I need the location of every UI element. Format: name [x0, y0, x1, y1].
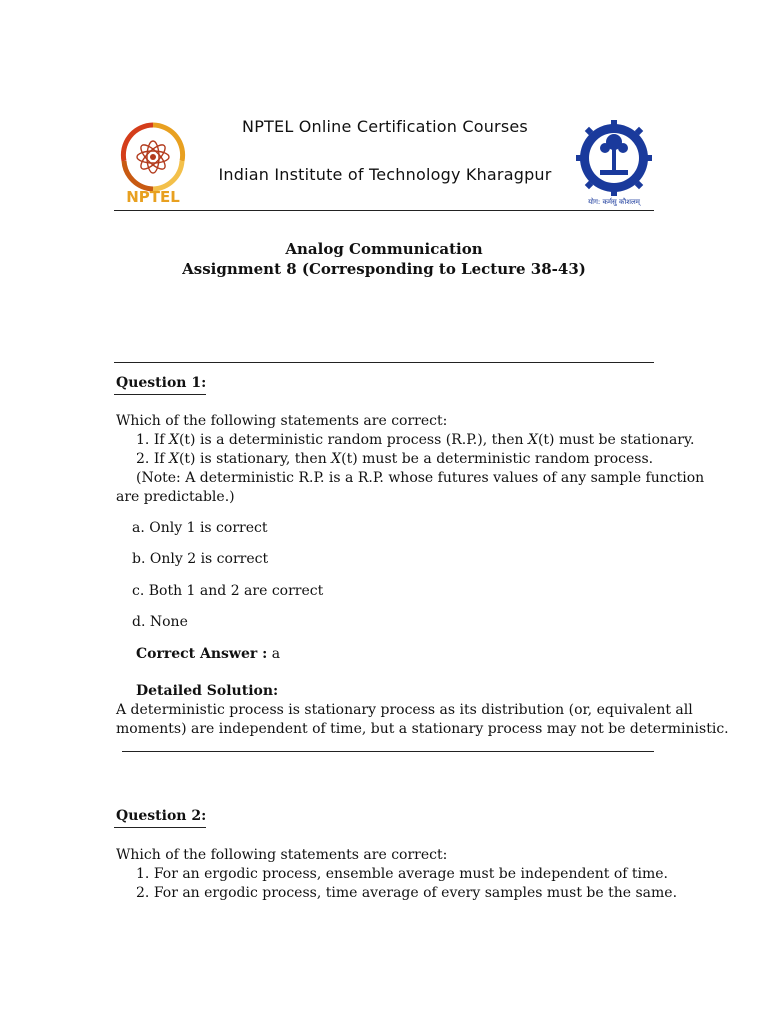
question-1-heading: Question 1:	[116, 375, 207, 391]
iit-kharagpur-logo	[574, 118, 654, 208]
correct-answer	[136, 645, 280, 664]
header-title: NPTEL Online Certification Courses	[242, 117, 528, 136]
option-d: d. None	[132, 614, 188, 630]
document-title	[114, 239, 654, 279]
svg-text:योग: कर्मसु कौशलम्: योग: कर्मसु कौशलम्	[588, 198, 640, 206]
question-1-statement-2: 2. If X(t) is stationary, then X(t) must be a deterministic random process.	[136, 451, 654, 467]
course-name: Analog Communication	[285, 240, 483, 258]
header-institute: Indian Institute of Technology Kharagpur	[218, 165, 552, 184]
question-1-note-continued: are predictable.)	[116, 489, 235, 505]
question-divider	[122, 751, 654, 752]
question-2-statement-1: 1. For an ergodic process, ensemble average must be independent of time.	[136, 866, 668, 882]
correct-answer-label: Correct Answer :	[136, 646, 268, 662]
assignment-title: Assignment 8 (Corresponding to Lecture 38-43)	[182, 260, 586, 278]
solution-text-continued: moments) are independent of time, but a stationary process may not be deterministic.	[116, 721, 729, 737]
solution-text: A deterministic process is stationary process as its distribution (or, equivalent all	[116, 702, 693, 718]
question-2-statement-2: 2. For an ergodic process, time average of every samples must be the same.	[136, 885, 678, 901]
question-2-underline	[114, 827, 206, 828]
section-divider	[114, 362, 654, 363]
header-divider	[114, 210, 654, 211]
question-2-prompt: Which of the following statements are correct:	[116, 847, 448, 863]
question-1-statement-1: 1. If X(t) is a deterministic random process (R.P.), then X(t) must be stationary.	[136, 432, 695, 448]
option-b: b. Only 2 is correct	[132, 551, 269, 567]
option-c: c. Both 1 and 2 are correct	[132, 583, 324, 599]
question-1-underline	[114, 394, 206, 395]
nptel-logo	[114, 113, 192, 205]
solution-label: Detailed Solution:	[136, 683, 279, 699]
question-1-prompt: Which of the following statements are correct:	[116, 413, 448, 429]
svg-text:NPTEL: NPTEL	[126, 188, 180, 205]
question-2-heading: Question 2:	[116, 808, 207, 824]
question-1-note: (Note: A deterministic R.P. is a R.P. whose futures values of any sample function	[136, 470, 705, 486]
option-a: a. Only 1 is correct	[132, 520, 268, 536]
correct-answer-value: a	[271, 646, 281, 662]
